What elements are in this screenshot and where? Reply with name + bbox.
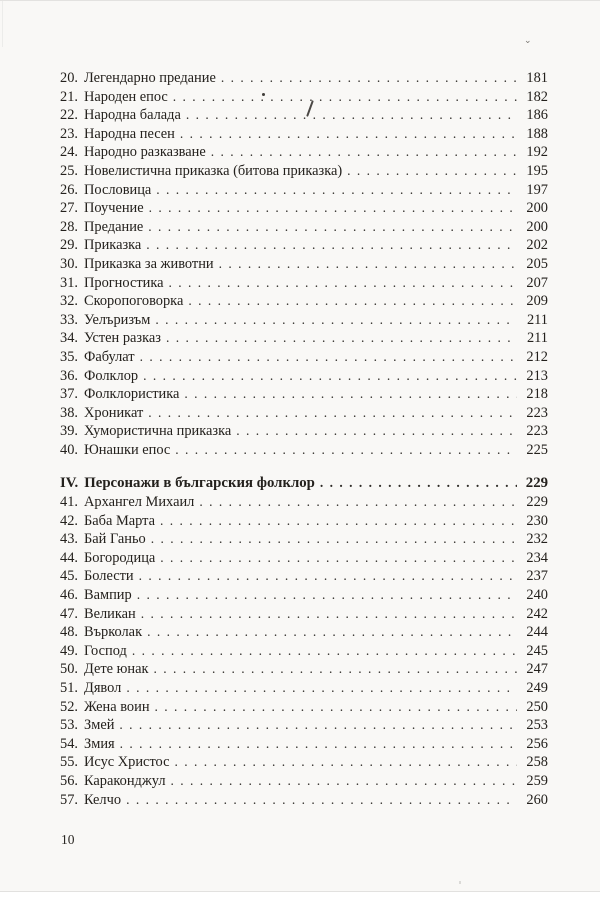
entry-title: Фолклор — [84, 367, 139, 384]
entry-title: Архангел Михаил — [84, 494, 195, 511]
dot-leader-icon — [186, 106, 517, 125]
toc-entry — [60, 181, 548, 200]
dot-leader-icon — [137, 586, 517, 605]
entry-title: Пословица — [84, 181, 152, 198]
entry-number: 48. — [60, 624, 78, 641]
toc-list — [60, 69, 548, 809]
dot-leader-icon — [149, 199, 517, 218]
entry-page: 240 — [526, 587, 548, 604]
entry-number: 31. — [60, 274, 78, 291]
entry-page: 250 — [526, 698, 548, 715]
toc-entry — [60, 605, 548, 624]
dot-leader-icon — [147, 623, 517, 642]
entry-page: 253 — [526, 717, 548, 734]
dot-leader-icon — [347, 162, 517, 181]
toc-entry — [60, 753, 548, 772]
dot-leader-icon — [211, 143, 517, 162]
entry-number: 49. — [60, 642, 78, 659]
entry-title: Народна балада — [84, 107, 181, 124]
dot-leader-icon — [184, 385, 517, 404]
toc-entry — [60, 586, 548, 605]
toc-entry — [60, 441, 548, 460]
toc-entry — [60, 385, 548, 404]
dot-leader-icon — [236, 422, 517, 441]
entry-page: 213 — [526, 367, 548, 384]
dot-leader-icon — [168, 274, 517, 293]
entry-number: 54. — [60, 735, 78, 752]
dot-leader-icon — [119, 716, 517, 735]
entry-title: Уелъризъм — [84, 311, 151, 328]
entry-number: 42. — [60, 512, 78, 529]
dot-leader-icon — [160, 512, 517, 531]
entry-number: 32. — [60, 293, 78, 310]
entry-title: Исус Христос — [84, 754, 170, 771]
entry-page: 256 — [526, 735, 548, 752]
toc-entry — [60, 348, 548, 367]
entry-title: Юнашки епос — [84, 441, 171, 458]
entry-page: 207 — [526, 274, 548, 291]
entry-number: 57. — [60, 791, 78, 808]
entry-number: 20. — [60, 70, 78, 86]
entry-title: Бай Ганьо — [84, 531, 146, 548]
dot-leader-icon — [146, 236, 517, 255]
toc-entry — [60, 493, 548, 512]
dot-leader-icon — [160, 549, 517, 568]
dot-leader-icon — [175, 441, 517, 460]
entry-number: 23. — [60, 125, 78, 142]
toc-entry — [60, 530, 548, 549]
dot-leader-icon — [320, 474, 517, 493]
scan-edge-shadow — [2, 1, 3, 47]
entry-page: 244 — [526, 624, 548, 641]
scan-speck — [459, 881, 461, 884]
toc-entry — [60, 329, 548, 348]
dot-leader-icon — [151, 530, 517, 549]
entry-number: 56. — [60, 772, 78, 789]
toc-entry — [60, 716, 548, 735]
entry-page: 182 — [526, 88, 548, 105]
dot-leader-icon — [173, 88, 517, 107]
entry-title: Фолклористика — [84, 386, 180, 403]
entry-title: Поучение — [84, 200, 144, 217]
toc-entry — [60, 422, 548, 441]
dot-leader-icon — [148, 218, 517, 237]
dot-leader-icon — [188, 292, 517, 311]
toc-entry — [60, 218, 548, 237]
entry-title: Змия — [84, 735, 115, 752]
entry-number: 24. — [60, 144, 78, 161]
entry-number: 40. — [60, 441, 78, 458]
toc-entry — [60, 679, 548, 698]
dot-leader-icon — [155, 698, 517, 717]
dot-leader-icon — [219, 255, 517, 274]
entry-title: Келчо — [84, 791, 122, 808]
entry-page: 229 — [526, 494, 548, 511]
entry-number: 50. — [60, 661, 78, 678]
entry-title: Дете юнак — [84, 661, 149, 678]
toc-entry — [60, 474, 548, 493]
entry-title: Богородица — [84, 549, 156, 566]
entry-page: 229 — [525, 475, 548, 492]
entry-page: 249 — [526, 680, 548, 696]
entry-page: 205 — [526, 255, 548, 272]
entry-number: 30. — [60, 255, 78, 272]
entry-number: 46. — [60, 587, 78, 604]
dot-leader-icon — [153, 660, 517, 679]
dot-leader-icon — [139, 567, 517, 586]
entry-number: 52. — [60, 698, 78, 715]
dot-leader-icon — [120, 735, 517, 754]
entry-title: Караконджул — [84, 772, 166, 789]
entry-page: 223 — [526, 404, 548, 421]
dot-leader-icon — [199, 493, 517, 512]
toc-entry — [60, 791, 548, 810]
toc-entry — [60, 125, 548, 144]
entry-number: 43. — [60, 531, 78, 548]
entry-page: 192 — [526, 144, 548, 161]
entry-title: Приказка — [84, 237, 142, 254]
toc-entry — [60, 512, 548, 531]
entry-page: 258 — [526, 754, 548, 771]
entry-title: Народно разказване — [84, 144, 206, 161]
entry-title: Дявол — [84, 680, 122, 696]
entry-number: 44. — [60, 549, 78, 566]
pen-dot-mark — [262, 93, 265, 96]
dot-leader-icon — [175, 753, 518, 772]
dot-leader-icon — [140, 348, 517, 367]
entry-page: 200 — [526, 218, 548, 235]
toc-entry — [60, 106, 548, 125]
entry-page: 237 — [526, 568, 548, 585]
entry-page: 242 — [526, 605, 548, 622]
entry-page: 225 — [526, 441, 548, 458]
entry-number: 28. — [60, 218, 78, 235]
entry-page: 211 — [526, 330, 548, 347]
entry-number: 33. — [60, 311, 78, 328]
pen-tick-mark: ⌄ — [524, 35, 532, 45]
toc-entry — [60, 642, 548, 661]
dot-leader-icon — [132, 642, 517, 661]
dot-leader-icon — [166, 329, 517, 348]
dot-leader-icon — [155, 311, 517, 330]
entry-title: Приказка за животни — [84, 255, 214, 272]
entry-title: Народна песен — [84, 125, 175, 142]
toc-entry — [60, 199, 548, 218]
entry-number: 21. — [60, 88, 78, 105]
toc-entry — [60, 292, 548, 311]
entry-number: 53. — [60, 717, 78, 734]
entry-page: 211 — [526, 311, 548, 328]
entry-title: Болести — [84, 568, 134, 585]
entry-title: Легендарно предание — [84, 70, 216, 86]
entry-number: 51. — [60, 680, 78, 696]
entry-number: 55. — [60, 754, 78, 771]
entry-page: 186 — [526, 107, 548, 124]
entry-number: 37. — [60, 386, 78, 403]
toc-entry — [60, 143, 548, 162]
dot-leader-icon — [171, 772, 517, 791]
entry-number: IV. — [60, 475, 79, 492]
toc-entry — [60, 255, 548, 274]
dot-leader-icon — [148, 404, 517, 423]
entry-page: 230 — [526, 512, 548, 529]
page-number: 10 — [61, 832, 75, 847]
toc-entry — [60, 69, 548, 88]
entry-page: 212 — [526, 348, 548, 365]
entry-title: Персонажи в българския фолклор — [84, 475, 315, 492]
entry-title: Новелистична приказка (битова приказка) — [84, 162, 343, 179]
entry-page: 232 — [526, 531, 548, 548]
entry-title: Жена воин — [84, 698, 150, 715]
entry-title: Устен разказ — [84, 330, 161, 347]
toc-entry — [60, 404, 548, 423]
entry-page: 197 — [526, 181, 548, 198]
entry-page: 202 — [526, 237, 548, 254]
toc-entry — [60, 274, 548, 293]
entry-title: Фабулат — [84, 348, 135, 365]
entry-title: Вампир — [84, 587, 132, 604]
toc-entry — [60, 549, 548, 568]
entry-page: 200 — [526, 200, 548, 217]
entry-title: Хумористична приказка — [84, 423, 232, 440]
dot-leader-icon — [141, 605, 517, 624]
dot-leader-icon — [221, 69, 517, 88]
entry-number: 39. — [60, 423, 78, 440]
entry-title: Върколак — [84, 624, 143, 641]
toc-entry — [60, 660, 548, 679]
toc-entry — [60, 236, 548, 255]
entry-title: Предание — [84, 218, 144, 235]
entry-page: 259 — [526, 772, 548, 789]
entry-number: 34. — [60, 330, 78, 347]
entry-page: 234 — [526, 549, 548, 566]
entry-page: 247 — [526, 661, 548, 678]
entry-number: 22. — [60, 107, 78, 124]
entry-page: 260 — [526, 791, 548, 808]
entry-page: 223 — [526, 423, 548, 440]
entry-page: 245 — [526, 642, 548, 659]
entry-page: 181 — [526, 70, 548, 86]
toc-entry — [60, 698, 548, 717]
entry-title: Баба Марта — [84, 512, 155, 529]
entry-number: 36. — [60, 367, 78, 384]
dot-leader-icon — [143, 367, 517, 386]
toc-entry — [60, 735, 548, 754]
entry-page: 209 — [526, 293, 548, 310]
entry-number: 25. — [60, 162, 78, 179]
dot-leader-icon — [126, 791, 517, 810]
entry-title: Скоропоговорка — [84, 293, 184, 310]
dot-leader-icon — [156, 181, 517, 200]
entry-number: 29. — [60, 237, 78, 254]
toc-entry — [60, 311, 548, 330]
toc-entry — [60, 772, 548, 791]
toc-entry — [60, 162, 548, 181]
entry-number: 38. — [60, 404, 78, 421]
entry-number: 27. — [60, 200, 78, 217]
entry-number: 41. — [60, 494, 78, 511]
entry-title: Народен епос — [84, 88, 168, 105]
entry-page: 188 — [526, 125, 548, 142]
entry-title: Великан — [84, 605, 136, 622]
entry-number: 45. — [60, 568, 78, 585]
dot-leader-icon — [126, 679, 517, 698]
toc-entry — [60, 88, 548, 107]
entry-number: 26. — [60, 181, 78, 198]
entry-title: Прогностика — [84, 274, 164, 291]
entry-page: 218 — [526, 386, 548, 403]
entry-title: Господ — [84, 642, 127, 659]
entry-title: Змей — [84, 717, 115, 734]
toc-entry — [60, 623, 548, 642]
toc-entry — [60, 567, 548, 586]
entry-page: 195 — [526, 162, 548, 179]
toc-entry — [60, 367, 548, 386]
entry-number: 47. — [60, 605, 78, 622]
entry-title: Хроникат — [84, 404, 144, 421]
dot-leader-icon — [180, 125, 517, 144]
entry-number: 35. — [60, 348, 78, 365]
